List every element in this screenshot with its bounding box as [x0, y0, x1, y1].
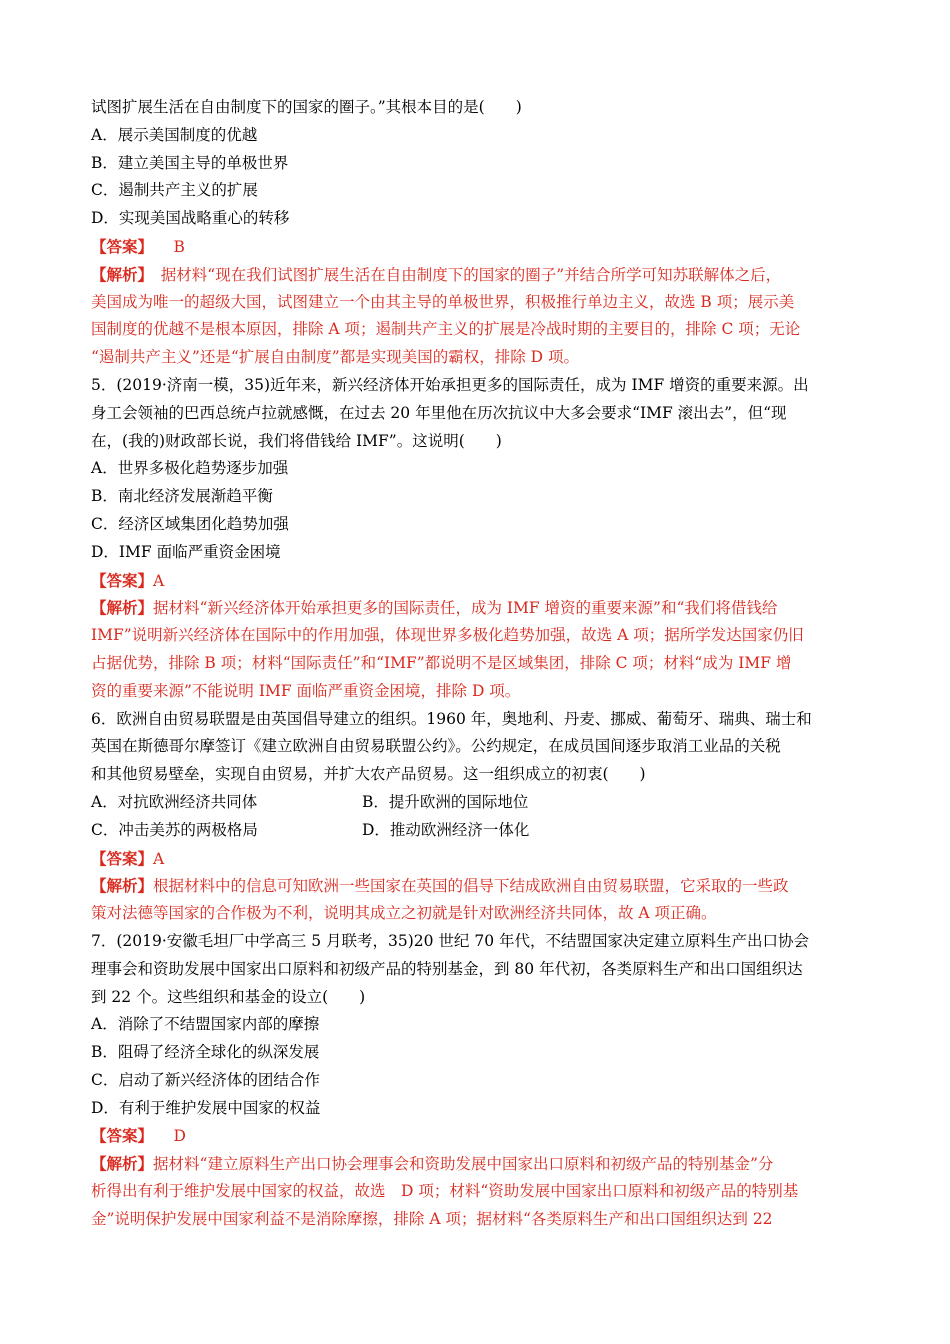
analysis-line: “遏制共产主义”还是“扩展自由制度”都是实现美国的霸权，排除 D 项。	[91, 348, 579, 367]
analysis-line: 策对法德等国家的合作极为不利，说明其成立之初就是针对欧洲经济共同体，故 A 项正确。	[91, 904, 717, 923]
question-stem-line: 英国在斯德哥尔摩签订《建立欧洲自由贸易联盟公约》。公约规定，在成员国间逐步取消工业品的关税	[91, 737, 781, 756]
answer-value: A	[153, 571, 165, 590]
analysis-line: 析得出有利于维护发展中国家的权益，故选 D 项；材料“资助发展中国家出口原料和初级产品的特别基	[91, 1182, 799, 1201]
answer-label: 【答案】	[91, 1126, 154, 1146]
option-c: C．冲击美苏的两极格局	[91, 820, 258, 839]
answer-value: D	[157, 1127, 186, 1146]
analysis-text: 据材料“建立原料生产出口协会理事会和资助发展中国家出口原料和初级产品的特别基金”分	[153, 1155, 774, 1174]
answer-line	[91, 233, 863, 261]
analysis-label: 【解析】	[91, 1154, 154, 1174]
analysis-text: 据材料“新兴经济体开始承担更多的国际责任，成为 IMF 增资的重要来源”和“我们将借钱给	[153, 599, 778, 618]
option-d: D．推动欧洲经济一体化	[362, 820, 530, 839]
question-4	[91, 94, 863, 372]
option-b: B．建立美国主导的单极世界	[91, 153, 289, 172]
analysis-line: 国制度的优越不是根本原因，排除 A 项；遏制共产主义的扩展是冷战时期的主要目的，排除 C 项；无论	[91, 320, 801, 339]
analysis-line: IMF”说明新兴经济体在国际中的作用加强，体现世界多极化趋势加强，故选 A 项；据所学发达国家仍旧	[91, 626, 804, 645]
options-row	[91, 817, 863, 845]
analysis-line	[91, 594, 863, 622]
option-b: B．阻碍了经济全球化的纵深发展	[91, 1043, 320, 1062]
document-content	[91, 94, 863, 1234]
answer-label: 【答案】	[91, 570, 154, 590]
analysis-text: 据材料“现在我们试图扩展生活在自由制度下的国家的圈子”并结合所学可知苏联解体之后，	[145, 265, 782, 284]
answer-line	[91, 845, 863, 873]
analysis-line: 美国成为唯一的超级大国，试图建立一个由其主导的单极世界，积极推行单边主义，故选 B 项；展示美	[91, 292, 795, 311]
question-stem-line: 5．(2019·济南一模，35)近年来，新兴经济体开始承担更多的国际责任，成为 IMF 增资的重要来源。出	[91, 375, 809, 394]
options-row	[91, 789, 863, 817]
question-stem-line: 理事会和资助发展中国家出口原料和初级产品的特别基金，到 80 年代初，各类原料生产和出口国组织达	[91, 959, 803, 978]
question-stem-line: 到 22 个。这些组织和基金的设立( )	[91, 987, 366, 1006]
option-a: A．世界多极化趋势逐步加强	[91, 459, 289, 478]
option-d: D．实现美国战略重心的转移	[91, 209, 290, 228]
question-stem-line: 在，(我的)财政部长说，我们将借钱给 IMF”。这说明( )	[91, 431, 502, 450]
question-7	[91, 928, 863, 1234]
option-a: A．展示美国制度的优越	[91, 125, 258, 144]
question-5	[91, 372, 863, 706]
analysis-line: 占据优势，排除 B 项；材料“国际责任”和“IMF”都说明不是区域集团，排除 C 项；材料“成为 IMF 增	[91, 653, 792, 672]
answer-line	[91, 567, 863, 595]
option-c: C．经济区域集团化趋势加强	[91, 514, 289, 533]
option-a: A．对抗欧洲经济共同体	[91, 792, 258, 811]
option-b: B．南北经济发展渐趋平衡	[91, 487, 273, 506]
analysis-label: 【解析】	[91, 264, 146, 284]
analysis-line: 金”说明保护发展中国家利益不是消除摩擦，排除 A 项；据材料“各类原料生产和出口国组织达到 22	[91, 1209, 773, 1228]
analysis-text: 根据材料中的信息可知欧洲一些国家在英国的倡导下结成欧洲自由贸易联盟，它采取的一些政	[153, 877, 789, 896]
question-6	[91, 706, 863, 928]
answer-line	[91, 1122, 863, 1150]
option-c: C．遏制共产主义的扩展	[91, 181, 258, 200]
analysis-line	[91, 872, 863, 900]
option-a: A．消除了不结盟国家内部的摩擦	[91, 1015, 320, 1034]
option-d: D．有利于维护发展中国家的权益	[91, 1098, 321, 1117]
option-c: C．启动了新兴经济体的团结合作	[91, 1070, 320, 1089]
analysis-line: 资的重要来源”不能说明 IMF 面临严重资金困境，排除 D 项。	[91, 681, 521, 700]
option-d: D．IMF 面临严重资金困境	[91, 542, 281, 561]
question-stem-line: 6．欧洲自由贸易联盟是由英国倡导建立的组织。1960 年，奥地利、丹麦、挪威、葡萄牙、瑞典、瑞士和	[91, 709, 812, 728]
answer-label: 【答案】	[91, 848, 154, 868]
analysis-label: 【解析】	[91, 876, 154, 896]
analysis-line	[91, 1150, 863, 1178]
question-stem-line: 试图扩展生活在自由制度下的国家的圈子。”其根本目的是( )	[91, 98, 522, 116]
answer-label: 【答案】	[91, 236, 154, 256]
question-stem-line: 7．(2019·安徽毛坦厂中学高三 5 月联考，35)20 世纪 70 年代，不结盟国家决定建立原料生产出口协会	[91, 931, 809, 950]
question-stem-line: 身工会领袖的巴西总统卢拉就感慨，在过去 20 年里他在历次抗议中大多会要求“IMF 滚出去”，但“现	[91, 403, 787, 422]
analysis-label: 【解析】	[91, 598, 154, 618]
option-b: B．提升欧洲的国际地位	[362, 792, 529, 811]
answer-value: B	[157, 237, 185, 256]
analysis-line	[91, 261, 863, 289]
question-stem-line: 和其他贸易壁垒，实现自由贸易，并扩大农产品贸易。这一组织成立的初衷( )	[91, 765, 646, 784]
answer-value: A	[153, 849, 165, 868]
